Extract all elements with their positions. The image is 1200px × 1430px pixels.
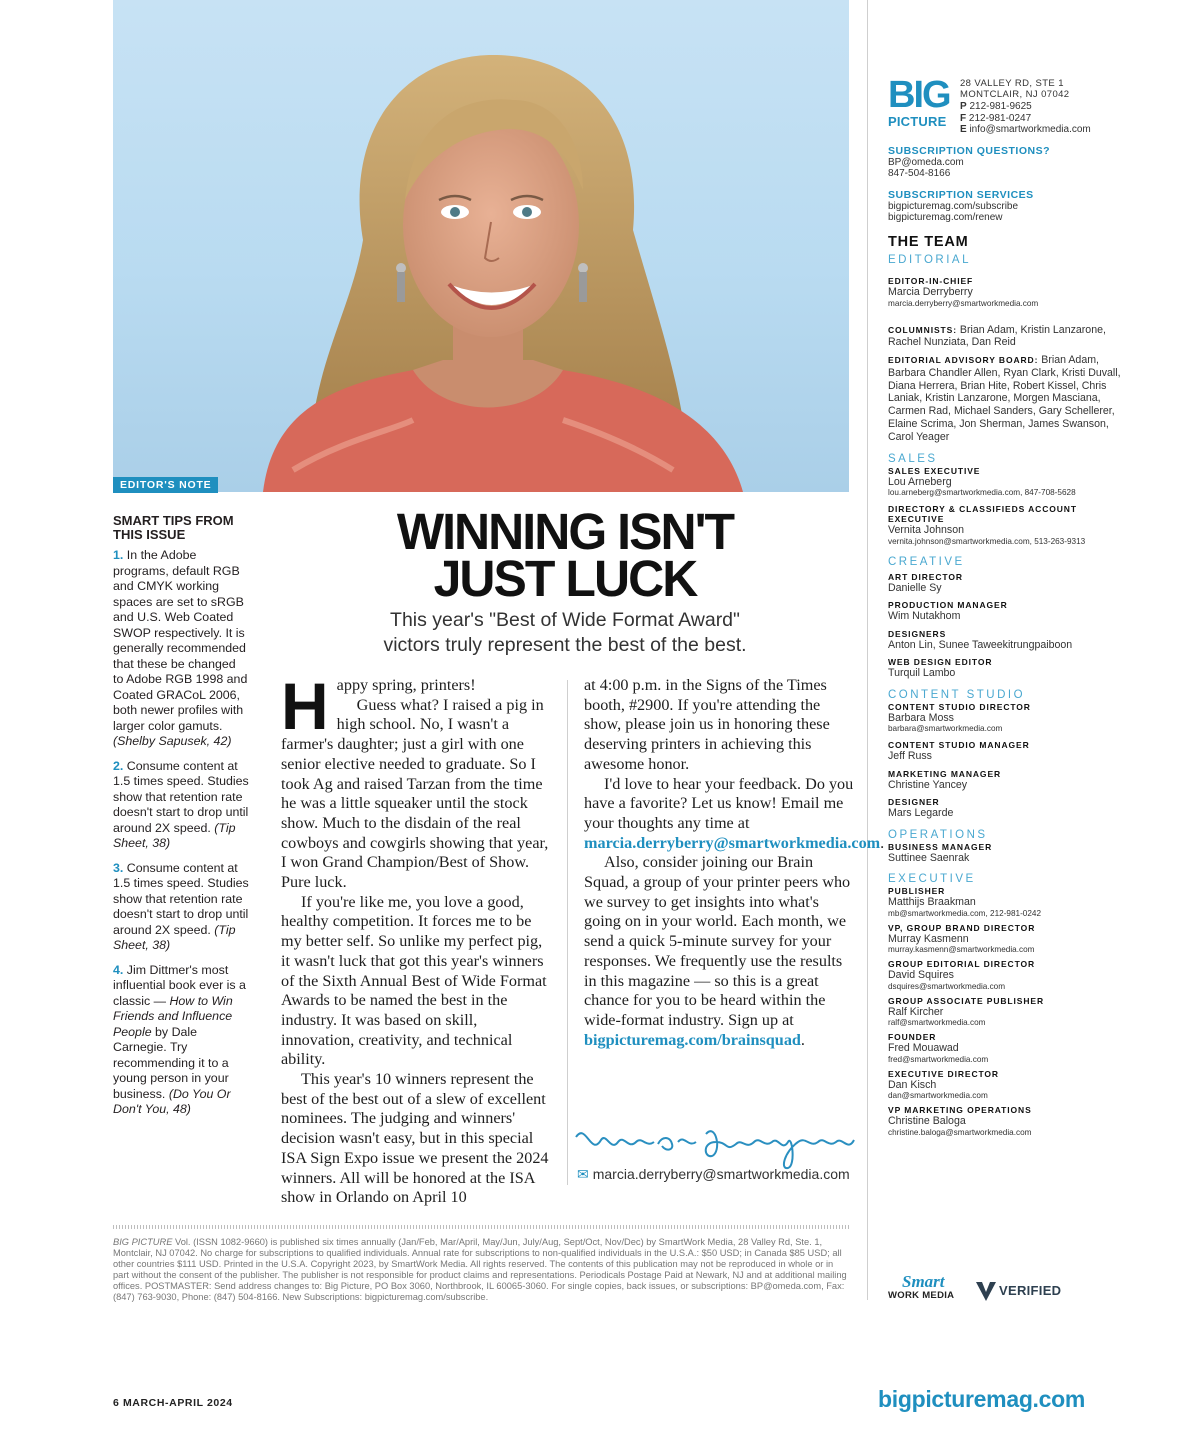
role-title: BUSINESS MANAGER (888, 841, 993, 852)
page-folio: 6 MARCH-APRIL 2024 (113, 1397, 233, 1409)
person-name: Fred Mouawad (888, 1042, 959, 1055)
editor-portrait (113, 0, 849, 492)
hero-photo (113, 0, 849, 492)
role-title: CONTENT STUDIO DIRECTOR (888, 701, 1031, 712)
person-name: Jeff Russ (888, 750, 932, 763)
logo-big: BIG (888, 74, 950, 116)
role-title: DIRECTORY & CLASSIFIEDS ACCOUNT EXECUTIVE (888, 504, 1077, 525)
tips-heading: SMART TIPS FROM THIS ISSUE (113, 513, 234, 542)
person-names: Brian Adam, Kristin Lanzarone, Rachel Nunziata, Dan Reid (888, 323, 1106, 349)
address-line: 28 VALLEY RD, STE 1 (960, 78, 1064, 89)
subscription-questions (888, 145, 1128, 179)
tip-text: by Dale Carnegie. Try recommending it to a young person in your business. (113, 1024, 229, 1101)
body-paragraph: This year's 10 winners represent the best of the best out of a slew of excellent nominees. The judging and winners' decision wasn't easy, but in this special ISA Sign Expo issue we present the 2024 winners. All will be honored at the ISA show in Orlando on April 10 (281, 1070, 549, 1207)
logo-text: VERIFIED (999, 1283, 1062, 1298)
role-title: VP, GROUP BRAND DIRECTOR (888, 922, 1036, 933)
person-email: mb@smartworkmedia.com, 212-981-0242 (888, 908, 1042, 918)
paragraph-text: I'd love to hear your feedback. Do you have a favorite? Let us know! Email me your thoughts any time at (584, 774, 854, 832)
person-name: Barbara Moss (888, 711, 954, 724)
signature-email-text: marcia.derryberry@smartworkmedia.com (592, 1166, 850, 1182)
article-column-2 (584, 676, 885, 1050)
tip-text: Consume content at 1.5 times speed. Studies show that retention rate doesn't start to drop until around 2X speed. (113, 860, 249, 937)
role-title: GROUP EDITORIAL DIRECTOR (888, 959, 1036, 970)
body-paragraph (584, 774, 885, 854)
person-email: dsquires@smartworkmedia.com (888, 981, 1006, 991)
article-deck (270, 608, 860, 658)
body-paragraph: If you're like me, you love a good, healthy competition. It forces me to be my better self. So unlike my perfect pig, it wasn't luck that got this year's winners of the Sixth Annual Best of Wide Format Awards to be named the best in the industry. It was based on skill, innovation, creativity, and technical ability. (281, 892, 547, 1069)
tip-item (113, 759, 249, 852)
person-email: lou.arneberg@smartworkmedia.com, 847-708-5628 (888, 488, 1076, 498)
column-divider (867, 0, 868, 1300)
person-email: dan@smartworkmedia.com (888, 1091, 988, 1101)
role-title: MARKETING MANAGER (888, 768, 1002, 779)
person-name: Mars Legarde (888, 807, 954, 820)
tip-item (113, 963, 249, 1118)
tip-number: 2. (113, 758, 124, 773)
person-name: Ralf Kircher (888, 1005, 944, 1018)
person-email: ralf@smartworkmedia.com (888, 1018, 986, 1028)
person-name: Turquil Lambo (888, 667, 956, 680)
section-label: OPERATIONS (888, 828, 988, 841)
section-label: CONTENT STUDIO (888, 688, 1026, 701)
editor-email-link[interactable]: marcia.derryberry@smartworkmedia.com (584, 833, 881, 852)
person-email: vernita.johnson@smartworkmedia.com, 513-263-9313 (888, 536, 1086, 546)
person-name: Anton Lin, Sunee Taweekitrungpaiboon (888, 638, 1073, 651)
role-title: ART DIRECTOR (888, 571, 963, 582)
signature-image (566, 1112, 866, 1172)
tip-number: 4. (113, 962, 124, 977)
team-list (888, 234, 1128, 1138)
tip-citation: (Tip Sheet, 38) (113, 820, 236, 850)
tip-book-title: How to Win Friends and Influence People (113, 993, 233, 1039)
role-title: EDITORIAL ADVISORY BOARD: (888, 355, 1039, 366)
editors-note-tag: EDITOR'S NOTE (113, 477, 218, 493)
person-name: Lou Arneberg (888, 475, 952, 488)
big-picture-logo (888, 74, 954, 133)
body-paragraph: at 4:00 p.m. in the Signs of the Times booth, #2900. If you're attending the show, please join us in honoring these deserving printers in achieving this awesome honor. (584, 676, 830, 773)
role-title: DESIGNERS (888, 628, 947, 639)
person-name: Dan Kisch (888, 1078, 937, 1091)
drop-cap: H (281, 669, 329, 743)
role-title: GROUP ASSOCIATE PUBLISHER (888, 995, 1044, 1006)
renew-link[interactable]: bigpicturemag.com/renew (888, 212, 1003, 223)
role-title: COLUMNISTS: (888, 324, 957, 335)
verified-check-icon (975, 1280, 997, 1302)
address (960, 79, 1070, 100)
person-name: Vernita Johnson (888, 524, 964, 537)
person-name: Christine Baloga (888, 1115, 966, 1128)
smartwork-media-logo (888, 1274, 970, 1304)
signature-email[interactable] (577, 1166, 850, 1183)
logo-picture: PICTURE (888, 114, 947, 129)
role-title: CONTENT STUDIO MANAGER (888, 740, 1030, 751)
article-column-1 (281, 669, 551, 1208)
logo-text: WORK MEDIA (888, 1290, 955, 1301)
article-headline (276, 503, 854, 607)
paragraph-text: Also, consider joining our Brain Squad, a group of your printer peers who we survey to get insights into what's going on in your world. Each month, we send a quick 5-minute survey for your responses. We frequently use the results in this magazine — so this is a great chance for you to be heard within the wide-format industry. Sign up at (584, 853, 851, 1029)
tip-number: 1. (113, 548, 124, 562)
role-title: EDITOR-IN-CHIEF (888, 276, 974, 286)
contact-email: BP@omeda.com (888, 157, 964, 168)
person-name: Murray Kasmenn (888, 932, 969, 945)
section-label: SALES (888, 452, 938, 465)
role-title: SALES EXECUTIVE (888, 465, 981, 476)
subscription-services (888, 189, 1128, 223)
section-heading: SUBSCRIPTION QUESTIONS? (888, 145, 1051, 157)
legal-notice (113, 1237, 849, 1302)
tip-text: In the Adobe programs, default RGB and CMYK working spaces are set to sRGB and U.S. Web Coated SWOP respectively. It is generally recommended that these be changed to Adobe RGB 1998 and Coated GRACoL 2006, both newer profiles with larger color gamuts. (113, 548, 248, 733)
role-title: VP MARKETING OPERATIONS (888, 1105, 1032, 1116)
person-name: Marcia Derryberry (888, 286, 973, 298)
role-title: WEB DESIGN EDITOR (888, 657, 993, 668)
person-email: christine.baloga@smartworkmedia.com (888, 1127, 1032, 1137)
person-email: fred@smartworkmedia.com (888, 1054, 989, 1064)
brain-squad-link[interactable]: bigpicturemag.com/brainsquad (584, 1030, 801, 1049)
dotted-divider (113, 1225, 849, 1229)
section-label: CREATIVE (888, 555, 965, 568)
logo-text: Smart (902, 1272, 945, 1291)
envelope-icon: ✉ (577, 1166, 589, 1182)
tip-text: Consume content at 1.5 times speed. Studies show that retention rate doesn't start to drop until around 2X speed. (113, 758, 249, 835)
section-heading: SUBSCRIPTION SERVICES (888, 189, 1034, 201)
body-paragraph: Guess what? I raised a pig in high school. No, I wasn't a farmer's daughter; just a girl with one senior elective needed to graduate. So I took Ag and raised Tarzan from the time he was a little squeaker until the stock show. Much to the disdain of the real cowboys and cowgirls showing that year, I won Grand Champion/Best of Show. Pure luck. (281, 695, 549, 892)
section-label: EDITORIAL (888, 254, 971, 266)
contact-phone: 847-504-8166 (888, 168, 951, 179)
person-name: Christine Yancey (888, 778, 968, 791)
email-line: E info@smartworkmedia.com (960, 124, 1091, 135)
person-names: Brian Adam, Barbara Chandler Allen, Ryan Clark, Kristi Duvall, Diana Herrera, Brian Hite, Robert Kissel, Chris Laniak, Kristin Lanzarone, Morgen Masciana, Carmen Rad, Michael Sanders, Gary Schellerer, Elaine Scrima, Jon Sherman, James Swanson, Carol Yeager (888, 354, 1121, 443)
deck-line: This year's "Best of Wide Format Award" (390, 609, 740, 631)
verified-logo (975, 1280, 1070, 1304)
person-email: barbara@smartworkmedia.com (888, 724, 1003, 734)
smart-tips-sidebar (113, 514, 249, 1127)
person-name: Suttinee Saenrak (888, 851, 970, 864)
paragraph-text: . (880, 833, 885, 852)
body-paragraph (584, 853, 854, 1050)
column-rule (567, 680, 568, 1185)
tip-item (113, 861, 249, 954)
person-name: Matthijs Braakman (888, 896, 976, 909)
person-email: marcia.derryberry@smartworkmedia.com (888, 298, 1039, 308)
legal-text: Vol. (ISSN 1082-9660) is published six times annually (Jan/Feb, Mar/April, May/Jun, July/Aug, Sept/Oct, Nov/Dec) by SmartWork Media, 28 Valley Rd, Ste. 1, Montclair, NJ 07042. No charge for subscriptions to qualified individuals. Annual rate for subscriptions to non-qualified individuals in the U.S.A.: $50 USD; in Canada $85 USD; all other countries $111 USD. Printed in the U.S.A. Copyright 2023, by SmartWork Media. All rights reserved. The contents of this publication may not be reproduced in whole or in part without the consent of the publisher. The publisher is not responsible for product claims and representations. Periodicals Postage Paid at Newark, NJ and at additional mailing offices. POSTMASTER: Send address changes to: Big Picture, PO Box 3060, Northbrook, IL 60065-3060. For single copies, back issues, or subscriptions: BP@omeda.com, Fax: (847) 763-9030, Phone: (847) 504-8166. New Subscriptions: bigpicturemag.com/subscribe. (113, 1237, 847, 1302)
role-title: EXECUTIVE DIRECTOR (888, 1068, 999, 1079)
phone-line: P 212-981-9625 (960, 101, 1032, 112)
person-name: Wim Nutakhom (888, 610, 961, 623)
address-line: MONTCLAIR, NJ 07042 (960, 88, 1070, 100)
role-title: FOUNDER (888, 1032, 937, 1043)
legal-title: BIG PICTURE (113, 1237, 173, 1247)
tip-citation: (Do You Or Don't You, 48) (113, 1086, 231, 1116)
subscribe-link[interactable]: bigpicturemag.com/subscribe (888, 201, 1019, 212)
greeting: appy spring, printers! (336, 676, 476, 694)
team-heading: THE TEAM (888, 234, 969, 250)
tip-citation: (Shelby Sapusek, 42) (113, 734, 232, 748)
person-name: David Squires (888, 969, 954, 982)
role-title: DESIGNER (888, 797, 940, 808)
headline-line: JUST LUCK (433, 550, 697, 607)
tip-item (113, 548, 249, 750)
headline-line: WINNING ISN'T (396, 503, 734, 560)
paragraph-text: . (800, 1030, 805, 1049)
site-url[interactable]: bigpicturemag.com (878, 1386, 1086, 1412)
role-title: PRODUCTION MANAGER (888, 600, 1008, 611)
tip-citation: (Tip Sheet, 38) (113, 922, 236, 952)
section-label: EXECUTIVE (888, 873, 976, 886)
advisory-board (888, 354, 1128, 444)
tip-number: 3. (113, 860, 124, 875)
fax-line: F 212-981-0247 (960, 112, 1032, 124)
role-title: PUBLISHER (888, 886, 946, 897)
person-email: murray.kasmenn@smartworkmedia.com (888, 945, 1035, 955)
person-name: Danielle Sy (888, 581, 942, 594)
tip-text: Jim Dittmer's most influential book ever is a classic — (113, 962, 246, 1008)
deck-line: victors truly represent the best of the best. (383, 634, 747, 656)
columnists (888, 324, 1128, 350)
contact-info (960, 101, 1091, 136)
